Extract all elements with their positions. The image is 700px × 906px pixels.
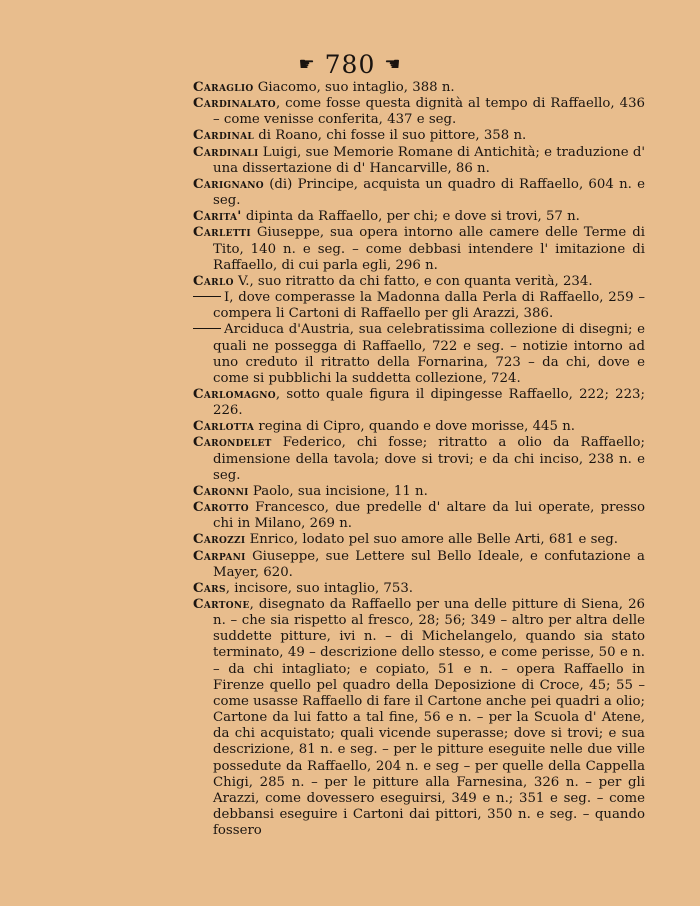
entry-text: Giuseppe, sua opera intorno alle camere delle Terme di Tito, 140 n. e seg. – come debbasi intendere l' imitazione di Raffaello, di cui parla egli, 296 n. bbox=[213, 225, 645, 273]
index-entry-carotto bbox=[193, 500, 645, 532]
entry-text: Enrico, lodato pel suo amore alle Belle Arti, 681 e seg. bbox=[249, 532, 619, 548]
index-entry-carlomagno bbox=[193, 387, 645, 419]
pointing-hand-left-icon: ☚ bbox=[384, 54, 402, 75]
entry-text: , come fosse questa dignità al tempo di Raffaello, 436 – come venisse conferita, 437 e seg. bbox=[213, 96, 645, 128]
entry-headword: Caraglio bbox=[193, 80, 254, 95]
entry-text: , sotto quale figura il dipingesse Raffaello, 222; 223; 226. bbox=[213, 386, 645, 419]
entry-text: di Roano, chi fosse il suo pittore, 358 n. bbox=[258, 128, 527, 144]
index-entry-carpani bbox=[193, 549, 645, 581]
index-entry-carita bbox=[193, 209, 645, 225]
entry-text: , disegnato da Raffaello per una delle pitture di Siena, 26 n. – che sia rispetto al fresco, 28; 56; 349 – altro per altra delle suddette pitture, ivi n. – di Michelangelo, quando sia stato terminato, 49 – descrizione dello stesso, e come perisse, 50 e n. – da chi intagliato; e copiato, 51 e n. – opera Raffaello in Firenze quello pel quadro della Deposizione di Croce, 45; 55 – come usasse Raffaello di fare il Cartone anche pei quadri a olio; Cartone da lui fatto a tal fine, 56 e n. – per la Scuola d' Atene, da chi acquistato; quali vicende superasse; dove si trovi; e sua descrizione, 81 n. e seg. – per le pitture eseguite nelle due ville possedute da Raffaello, 204 n. e seg – per quelle della Cappella Chigi, 285 n. – per le pitture alla Farnesina, 326 n. – per gli Arazzi, come dovessero eseguirsi, 349 e n.; 351 e seg. – come debbansi eseguire i Cartoni dai pittori, 350 n. e seg. – quando fossero bbox=[213, 597, 645, 839]
entry-text: Federico, chi fosse; ritratto a olio da Raffaello; dimensione della tavola; dove si trovi; e da chi inciso, 238 n. e seg. bbox=[213, 435, 645, 483]
entry-text: I, dove comperasse la Madonna dalla Perla di Raffaello, 259 – compera li Cartoni di Raffaello per gli Arazzi, 386. bbox=[213, 290, 645, 322]
entry-headword: Carlotta bbox=[193, 419, 255, 435]
entry-headword: Carotto bbox=[193, 500, 249, 516]
entry-headword: Carozzi bbox=[193, 532, 246, 548]
index-entry-cardinali bbox=[193, 145, 645, 177]
entry-text: Giuseppe, sue Lettere sul Bello Ideale, e confutazione a Mayer, 620. bbox=[213, 548, 645, 580]
pointing-hand-right-icon: ☛ bbox=[298, 54, 316, 75]
entry-text: V., suo ritratto da chi fatto, e con quanta verità, 234. bbox=[237, 273, 593, 289]
index-entry-cardinalato bbox=[193, 96, 645, 128]
index-entries bbox=[193, 80, 645, 839]
index-entry-caronni bbox=[193, 484, 645, 500]
entry-headword: Carpani bbox=[193, 548, 246, 564]
repeat-dash bbox=[193, 328, 221, 329]
index-entry-carlotta bbox=[193, 419, 645, 435]
entry-text: , incisore, suo intaglio, 753. bbox=[225, 580, 414, 596]
index-entry-caraglio bbox=[193, 80, 645, 96]
entry-headword: Cardinali bbox=[193, 144, 259, 160]
entry-headword: Cartone bbox=[193, 597, 250, 612]
entry-headword: Cars bbox=[193, 580, 226, 596]
entry-text: regina di Cipro, quando e dove morisse, 445 n. bbox=[258, 419, 575, 435]
index-entry-carlo-i bbox=[193, 290, 645, 322]
entry-headword: Carletti bbox=[193, 225, 251, 241]
entry-text: dipinta da Raffaello, per chi; e dove si trovi, 57 n. bbox=[245, 209, 580, 225]
entry-text: (di) Principe, acquista un quadro di Raffaello, 604 n. e seg. bbox=[213, 176, 646, 209]
index-entry-cardinal bbox=[193, 128, 645, 144]
index-entry-carlo-arciduca bbox=[193, 322, 645, 387]
entry-headword: Caronni bbox=[193, 483, 249, 499]
index-entry-carlo bbox=[193, 274, 645, 290]
entry-headword: Carita' bbox=[193, 209, 242, 225]
entry-headword: Carondelet bbox=[193, 435, 272, 451]
entry-text: Luigi, sue Memorie Romane di Antichità; e traduzione d' una dissertazione di d' Hancarville, 86 n. bbox=[213, 144, 645, 176]
index-entry-carozzi bbox=[193, 532, 645, 548]
index-entry-carondelet bbox=[193, 435, 645, 483]
entry-text: Paolo, sua incisione, 11 n. bbox=[252, 483, 428, 499]
entry-text: Giacomo, suo intaglio, 388 n. bbox=[257, 80, 455, 95]
page-number: 780 bbox=[324, 50, 376, 79]
entry-headword: Carignano bbox=[193, 176, 264, 192]
entry-headword: Carlomagno bbox=[193, 386, 276, 402]
entry-text: Arciduca d'Austria, sua celebratissima collezione di disegni; e quali ne possegga di Raffaello, 722 e seg. – notizie intorno ad uno creduto il ritratto della Fornarina, 723 – da chi, dove e come si pubblichi la suddetta collezione, 724. bbox=[213, 322, 645, 386]
index-entry-cartone bbox=[193, 597, 645, 839]
index-entry-cars bbox=[193, 581, 645, 597]
entry-text: Francesco, due predelle d' altare da lui operate, presso chi in Milano, 269 n. bbox=[213, 500, 645, 532]
index-entry-carletti bbox=[193, 225, 645, 273]
entry-headword: Cardinal bbox=[193, 128, 254, 144]
entry-headword: Cardinalato bbox=[193, 96, 276, 112]
page-header bbox=[0, 50, 700, 79]
entry-headword: Carlo bbox=[193, 273, 234, 289]
repeat-dash bbox=[193, 296, 221, 297]
index-entry-carignano bbox=[193, 177, 645, 209]
